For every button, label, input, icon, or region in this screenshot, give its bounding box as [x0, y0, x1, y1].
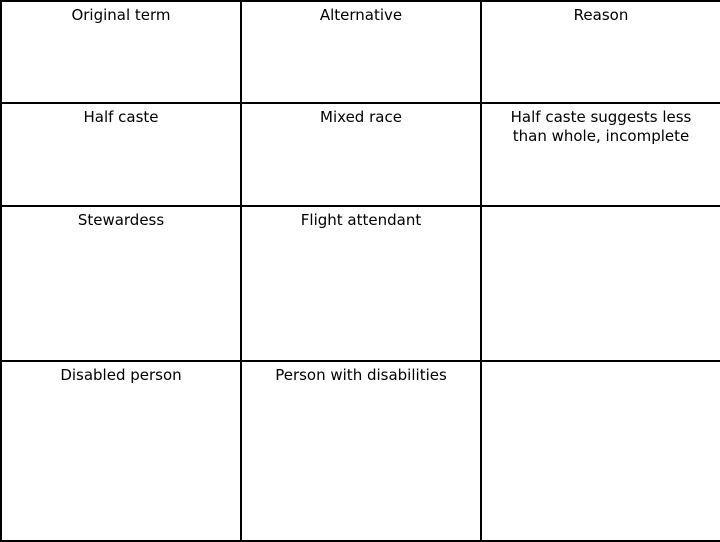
cell-reason [481, 361, 720, 541]
cell-alternative: Flight attendant [241, 206, 481, 361]
cell-alternative: Mixed race [241, 103, 481, 206]
header-alternative: Alternative [241, 1, 481, 103]
header-original-term: Original term [1, 1, 241, 103]
table-header-row [1, 1, 720, 103]
table-row [1, 361, 720, 541]
cell-original-term: Stewardess [1, 206, 241, 361]
header-reason: Reason [481, 1, 720, 103]
table-row [1, 103, 720, 206]
cell-original-term: Half caste [1, 103, 241, 206]
cell-original-term: Disabled person [1, 361, 241, 541]
cell-reason [481, 206, 720, 361]
cell-alternative: Person with disabilities [241, 361, 481, 541]
cell-reason: Half caste suggests less than whole, incomplete [481, 103, 720, 206]
table-row [1, 206, 720, 361]
